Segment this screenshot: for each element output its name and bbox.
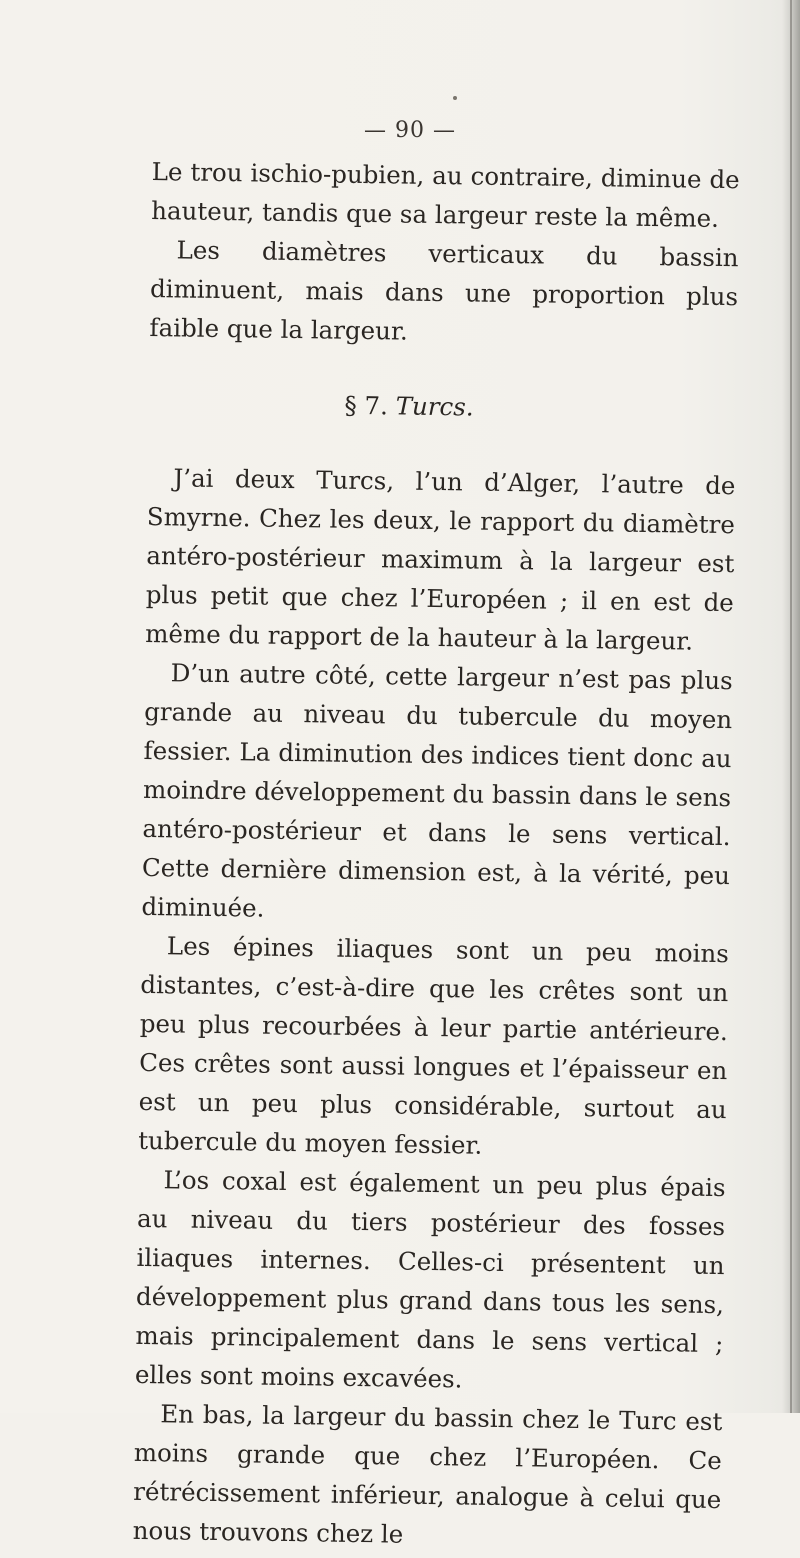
paragraph-body-2: D’un autre côté, cette largeur n’est pas plus grande au niveau du tubercule du moyen fessier. La diminution des indices tient donc au moindre développement du bassin dans le sens antéro-postérieur et dans le sens vertical. Cette dernière dimension est, à la vérité, peu diminuée. — [141, 658, 733, 923]
paragraph-body-1: J’ai deux Turcs, l’un d’Alger, l’autre de Smyrne. Chez les deux, le rapport du diamètre antéro-postérieur maximum à la largeur est plus petit que chez l’Européen ; il en est de même du rapport de la hauteur à la largeur. — [145, 463, 736, 656]
paragraph-intro-1: Le trou ischio-pubien, au contraire, diminue de hauteur, tandis que sa largeur reste la même. — [150, 156, 740, 233]
paragraph-body-5: En bas, la largeur du bassin chez le Turc est moins grande que chez l’Européen. Ce rétrécissement inférieur, analogue à celui que nous trouvons chez le — [132, 1399, 723, 1549]
paragraph-body-3: Les épines iliaques sont un peu moins distantes, c’est-à-dire que les crêtes sont un peu plus recourbées à leur partie antérieure. Ces crêtes sont aussi longues et l’épaisseur en est un peu plus considérable, surtout au tubercule du moyen fessier. — [137, 931, 730, 1160]
text-body — [132, 152, 739, 1558]
ink-dot — [453, 96, 457, 100]
section-heading — [148, 383, 736, 430]
paragraph-body-4: L’os coxal est également un peu plus épais au niveau du tiers postérieur des fosses iliaques internes. Celles-ci présentent un développement plus grand dans tous les sens, mais principalement dans le sens vertical ; elles sont moins excavées. — [134, 1165, 726, 1394]
section-title: Turcs. — [395, 391, 474, 422]
section-symbol: § 7. — [344, 390, 389, 421]
paragraph-intro-2: Les diamètres verticaux du bassin diminuent, mais dans une proportion plus faible que la largeur. — [149, 235, 739, 346]
page-number: — 90 — — [364, 118, 456, 143]
page-edge-line — [790, 0, 792, 1413]
